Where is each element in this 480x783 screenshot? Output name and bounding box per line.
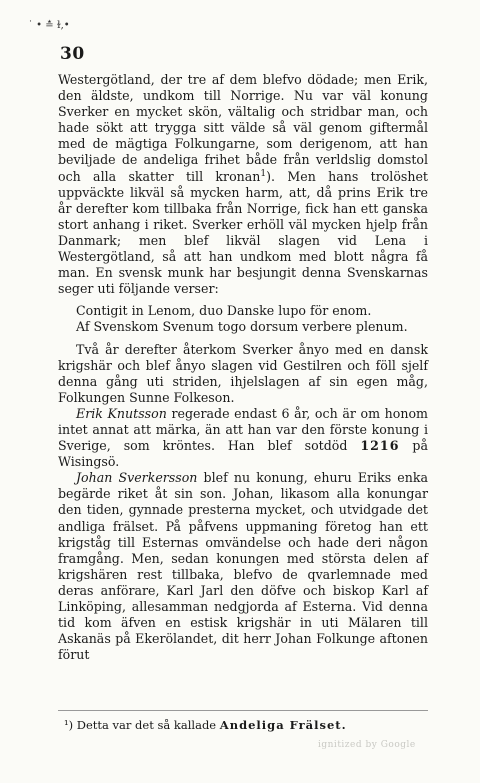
paragraph-2: Två år derefter återkom Sverker ånyo med en dansk krigshär och blef ånyo slagen vid Gestilren och föll sjelf denna gång uti striden, ihjelslagen af sin egen måg, Folkungen Sunne Folkeson. xyxy=(58,341,428,405)
paragraph-3-text: regerade endast 6 år, och är om honom intet annat att märka, än att han var den förste konung i Sverige, som kröntes. Han blef sotdöd xyxy=(58,405,428,454)
king-name-erik: Erik Knutsson xyxy=(76,405,167,421)
footnote-reference: 1 xyxy=(260,168,267,179)
verse-block xyxy=(76,303,428,335)
paragraph-1 xyxy=(58,72,428,297)
paragraph-3-end: på Wisingsö. xyxy=(58,438,428,470)
paragraph-4 xyxy=(58,470,428,663)
page-number: 30 xyxy=(60,44,85,64)
verse-line-1: Contigit in Lenom, duo Danske lupo för enom. xyxy=(76,303,372,319)
footnote-emphasis: Andeliga Frälset. xyxy=(219,718,347,732)
paragraph-1-continued: ). Men hans trolöshet uppväckte likväl så mycken harm, att, då prins Erik tre år derefter kom tillbaka från Norrige, fick han ett ganska stort anhang i riket. Sverker erhöll väl mycken hjelp från Danmark; men blef likväl slagen vid Lena i Westergötland, så att han undkom med blott några få man. En svensk munk har besjungit denna Svenskarnas seger uti följande verser: xyxy=(58,168,428,297)
body-text xyxy=(58,72,428,663)
footnote-divider xyxy=(58,710,428,711)
king-name-johan: Johan Sverkersson xyxy=(76,470,198,486)
paragraph-3 xyxy=(58,406,428,470)
digitization-stamp: ignitized by Google xyxy=(318,740,416,750)
footnote-text: Detta var det så kallade xyxy=(73,718,220,732)
year-1216: 1216 xyxy=(360,438,400,454)
page-specks: ˙ • ≛ ɫ,• xyxy=(28,20,70,31)
footnote xyxy=(64,718,347,732)
paragraph-1-text: Westergötland, der tre af dem blefvo dödade; men Erik, den äldste, undkom till Norrige. Nu var väl konung Sverker en mycket skön, vältalig och stridbar man, och hade sökt att trygga sitt välde så väl genom giftermål med de mägtiga Folkungarne, som derigenom, att han beviljade de andeliga frihet både från verldslig domstol och alla skatter till kronan xyxy=(58,72,428,184)
footnote-marker: ¹) xyxy=(64,718,74,732)
paragraph-4-text: blef nu konung, ehuru Eriks enka begärde riket åt sin son. Johan, likasom alla konungar den tiden, gynnade presterna mycket, och utvidgade det andliga frälset. På påfvens uppmaning företog han ett krigståg till Esternas omvändelse och hade deri någon framgång. Men, sedan konungen med största delen af krigshären rest tillbaka, blefvo de qvarlemnade med deras anförare, Karl Jarl den döfve och biskop Karl af Linköping, allesamman nedgjorda af Esterna. Vid denna tid kom äfven en estisk krigshär in uti Mälaren till Askanäs på Ekerölandet, dit herr Johan Folkunge aftonen förut xyxy=(58,470,428,663)
verse-line-2: Af Svenskom Svenum togo dorsum verbere plenum. xyxy=(76,319,408,335)
